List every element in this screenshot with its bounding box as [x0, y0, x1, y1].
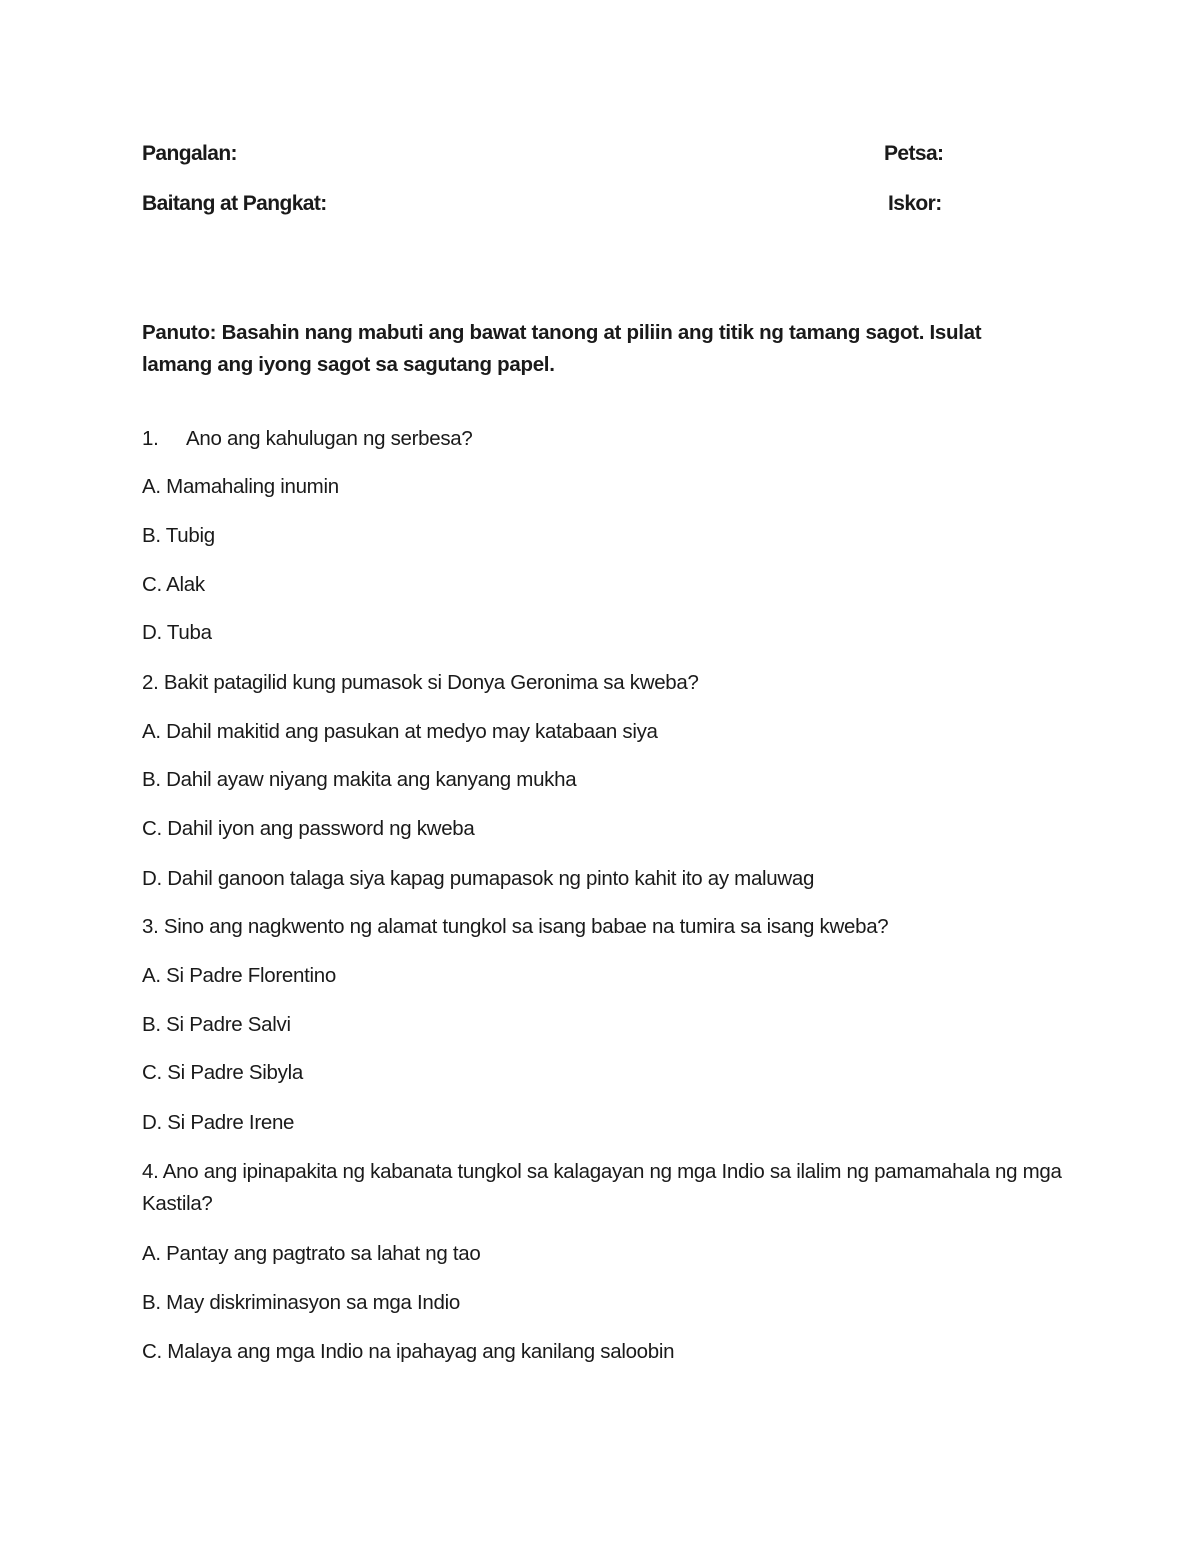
question-1	[142, 423, 473, 455]
score-label: Iskor:	[888, 192, 942, 215]
question-4: 4. Ano ang ipinapakita ng kabanata tungkol sa kalagayan ng mga Indio sa ilalim ng pamamahala ng mga Kastila?	[142, 1160, 1062, 1215]
choice-2b: B. Dahil ayaw niyang makita ang kanyang mukha	[142, 768, 577, 791]
instructions-text: Basahin nang mabuti ang bawat tanong at piliin ang titik ng tamang sagot. Isulat lamang ang iyong sagot sa sagutang papel.	[142, 321, 982, 376]
instructions-label: Panuto:	[142, 321, 217, 344]
choice-1b: B. Tubig	[142, 524, 215, 547]
question-2: 2. Bakit patagilid kung pumasok si Donya Geronima sa kweba?	[142, 671, 699, 694]
choice-1c: C. Alak	[142, 573, 205, 596]
choice-2d: D. Dahil ganoon talaga siya kapag pumapasok ng pinto kahit ito ay maluwag	[142, 867, 815, 890]
choice-2a: A. Dahil makitid ang pasukan at medyo may katabaan siya	[142, 720, 658, 743]
question-text: Ano ang kahulugan ng serbesa?	[186, 427, 473, 450]
name-label: Pangalan:	[142, 142, 237, 165]
choice-1d: D. Tuba	[142, 621, 212, 644]
question-number: 1.	[142, 427, 159, 450]
choice-2c: C. Dahil iyon ang password ng kweba	[142, 817, 475, 840]
choice-3b: B. Si Padre Salvi	[142, 1013, 291, 1036]
date-label: Petsa:	[884, 142, 944, 165]
choice-3c: C. Si Padre Sibyla	[142, 1061, 303, 1084]
choice-4a: A. Pantay ang pagtrato sa lahat ng tao	[142, 1242, 481, 1265]
choice-3d: D. Si Padre Irene	[142, 1111, 295, 1134]
choice-4c: C. Malaya ang mga Indio na ipahayag ang kanilang saloobin	[142, 1340, 675, 1363]
choice-4b: B. May diskriminasyon sa mga Indio	[142, 1291, 460, 1314]
question-3: 3. Sino ang nagkwento ng alamat tungkol sa isang babae na tumira sa isang kweba?	[142, 915, 889, 938]
choice-3a: A. Si Padre Florentino	[142, 964, 336, 987]
choice-1a: A. Mamahaling inumin	[142, 475, 339, 498]
grade-section-label: Baitang at Pangkat:	[142, 192, 327, 215]
instructions	[142, 317, 1042, 381]
